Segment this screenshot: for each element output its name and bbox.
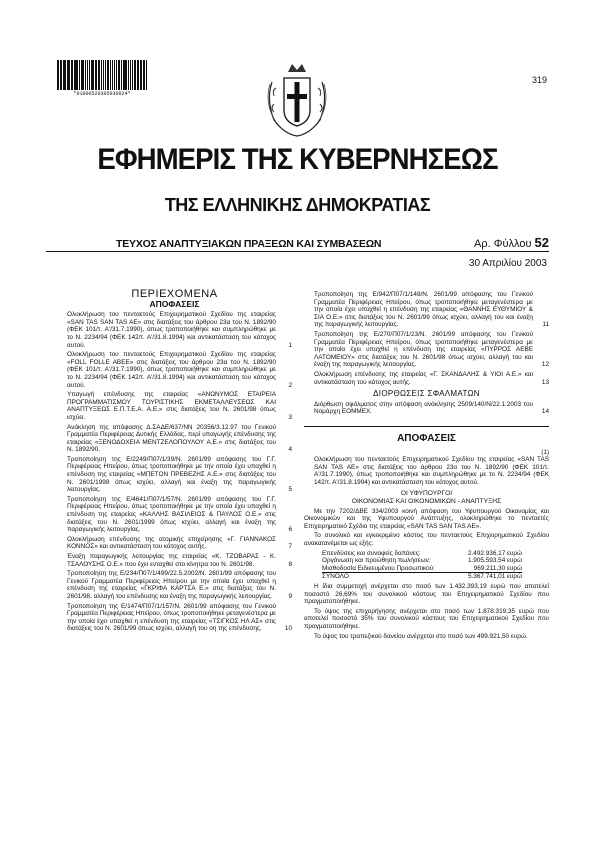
ministers-heading: [304, 490, 549, 505]
budget-value: 2.492.936,17 ευρώ: [467, 549, 522, 557]
budget-label: Μισθοδοσία Ειδικευμένου Προσωπικού:: [322, 564, 435, 572]
toc-item-text: Τροποποίηση της Ε/4641/Π07/1/57/Ν. 2601/99 απόφασης του Γ.Γ. Περιφέρειας Ηπείρου, όπως τροποποιήθηκε με την οποία έχει υπαχθεί η επένδυση της εταιρείας «ΚΑΛΛΗΣ ΒΑΣΙΛΕΙΟΣ & ΠΑΥΛΟΣ Ο.Ε.» στις διατάξεις του Ν. 2601/1999 όπως ισχύει, αλλαγή και έναξη της παραγωγικής λειτουργίας.: [67, 495, 276, 534]
toc-item: [57, 351, 292, 389]
series-title: ΤΕΥΧΟΣ ΑΝΑΠΤΥΞΙΑΚΩΝ ΠΡΑΞΕΩΝ ΚΑΙ ΣΥΜΒΑΣΕΩΝ: [116, 238, 382, 250]
toc-item-text: Διόρθωση σφάλματος στην απόφαση ανάκλησης 2509/140/Ν/22.1.2003 του Νομάρχη ΕΟΜΜΕΧ.: [314, 400, 533, 416]
toc-item-page: 2: [288, 381, 292, 389]
toc-item-text: Τροποποίηση της Ε/942/Π07/1/148/Ν. 2601/99 απόφασης του Γενικού Γραμματέα Περιφέρειας Ηπείρου, όπως τροποποιήθηκε μεταγενέστερα με την οποία έχει υπαχθεί η επένδυση της εταιρείας «ΘΑΝΝΗΣ ΕΥΘΥΜΙΟΥ & ΣΙΑ Ο.Ε.» στις διατάξεις του Ν. 2601/99 όπως ισχύει, αλλαγή του και έναξη της παραγωγικής λειτουργίας.: [314, 291, 533, 329]
issue-row: [116, 235, 549, 250]
barcode: [57, 60, 147, 98]
toc-item-page: 9: [288, 592, 292, 600]
decision-paragraph-4: Το ύψος της επιχορήγησης ανέρχεται στο ποσό των 1.878.319,35 ευρώ που αποτελεί ποσοστό 35% του συνολικού κόστους του Επιχειρηματικού Σχεδίου που πραγματοποιήθηκε.: [304, 607, 549, 630]
toc-item: [57, 311, 292, 349]
contents-right-list: [304, 291, 549, 386]
section-separator: [304, 426, 549, 427]
toc-item-page: 6: [288, 526, 292, 534]
budget-value: 1.905.593,54 ευρώ: [467, 557, 522, 565]
decisions-heading: ΑΠΟΦΑΣΕΙΣ: [397, 432, 456, 444]
budget-total-value: 5.367.741,01 ευρώ: [467, 573, 522, 581]
toc-item: [57, 570, 292, 600]
toc-item: [304, 291, 549, 329]
toc-item: [304, 371, 549, 386]
decision-title: Ολοκλήρωση του πενταετούς Επιχειρηματικού Σχεδίου της εταιρείας «SAN TAS SAN TAS AE» στις διατάξεις του άρθρου 23α του Ν. 1892/90 (ΦΕΚ 101/τ. Α'/31.7.1990), όπως τροποποιήθηκε και συμπληρώθηκε με το Ν. 2234/94 (ΦΕΚ 142/τ. Α'/31.8.1994) και αντικατάσταση του κάτοχος αυτού.: [314, 456, 549, 486]
toc-item-text: Τροποποίηση της Ε/1474/Π07/1/157/Ν. 2601/99 απόφασης του Γενικού Γραμματέα Περιφέρειας Ηπείρου, όπως τροποποιήθηκε μεταγενέστερα με την οποία έχει υπαχθεί η επένδυση της εταιρείας «ΤΣΙΓΚΟΣ ΗΛ ΑΣ» στις διατάξεις του Ν. 2601/99 όπως ισχύει, αλλαγή του οη της επένδυσης.: [67, 602, 276, 633]
budget-total-label: ΣΥΝΟΛΟ: [322, 573, 349, 581]
corrections-heading: ΔΙΟΡΘΩΣΕΙΣ ΣΦΑΛΜΑΤΩΝ: [373, 389, 480, 399]
toc-item-page: 1: [288, 341, 292, 349]
toc-item-text: Ολοκλήρωση του πενταετούς Επιχειρηματικού Σχεδίου της εταιρείας «SAN TAS SAN TAS AE» στις διατάξεις του άρθρου 23α του Ν. 1892/90 (ΦΕΚ 101/τ. Α'/31.7.1990), όπως τροποποιήθηκε και συμπληρώθηκε με το Ν. 2234/94 (ΦΕΚ 142/τ. Α'/31.8.1994) και αντικατάσταση του κάτοχος αυτού.: [67, 311, 276, 349]
toc-item-page: 4: [288, 446, 292, 454]
toc-item: [57, 391, 292, 421]
toc-item: [57, 553, 292, 568]
toc-item: [304, 331, 549, 369]
budget-total-row: [322, 572, 522, 581]
toc-item: [57, 424, 292, 454]
budget-label: Οργάνωση και προώθηση πωλήσεων:: [322, 557, 431, 565]
toc-item-text: Τροποποίηση της Ε/234/Π07/1/499/22.5.2002/Ν. 2601/99 απόφασης του Γενικού Γραμματέα Περιφέρειας Ηπείρου με την οποία έχει υπαχθεί η επένδυση της εταιρείας «ΓΚΡΙΦΑ ΚΑΡΤΣΑ Ε.» στις διατάξεις του Ν. 2601/98, αλλαγή του επένδυσης και έναξη της παραγωγικής λειτουργίας.: [67, 570, 276, 600]
decision-number: (1): [541, 448, 549, 456]
sheet-number-block: [474, 235, 549, 250]
sheet-number: 52: [534, 235, 549, 250]
sheet-label: Αρ. Φύλλου: [474, 238, 532, 250]
budget-value: 969.211,30 ευρώ: [473, 564, 522, 572]
toc-item-text: Ολοκλήρωση επένδυσης της ατομικής επιχείρησης «Γ. ΓΙΑΝΝΑΚΟΣ ΚΟΝΝΟΣ» και αντικατάσταση του κάτοχος αυτής.: [67, 535, 276, 551]
page-number: 319: [531, 75, 547, 85]
toc-item-text: Υπαγωγή επένδυσης της εταιρείας «ΑΝΩΝΥΜΟΣ ΕΤΑΙΡΕΙΑ ΠΡΟΓΡΑΜΜΑΤΙΣΜΟΥ ΤΟΥΡΙΣΤΙΚΗΣ ΕΚΜΕΤΑΛΛΕΥΣΕΩΣ ΚΑΙ ΑΝΑΠΤΥΞΕΩΣ Ε.Π.Τ.Ε.Α. Α.Ε.» στις διατάξεις του Ν. 2601/98 όπως ισχύει.: [67, 391, 276, 421]
toc-item: [57, 536, 292, 551]
contents-decisions-heading: ΑΠΟΦΑΣΕΙΣ: [149, 298, 200, 309]
decision-paragraph-2: Το συνολικό και εγκεκριμένο κόστος του πενταετούς Επιχειρηματικού Σχεδίου ανακατανέμεται ως εξής:: [304, 532, 549, 548]
toc-item-page: 8: [288, 560, 292, 568]
decision-paragraph-3: Η ίδια συμμετοχή ανέρχεται στο ποσό των 1.432.393,19 ευρώ που αποτελεί ποσοστό 26,69% του συνολικού κόστους του Επιχειρηματικού Σχεδίου που πραγματοποιήθηκε.: [304, 583, 549, 606]
budget-label: Επενδύσεις και συναφείς δαπάνες:: [322, 549, 421, 557]
corrections-list: [304, 401, 549, 416]
toc-item-text: Έναξη παραγωγικής λειτουργίας της εταιρείας «Κ. ΤΖΟΒΑΡΑΣ - Κ. ΤΣΑΛΟΥΣΗΣ Ο.Ε.» που έχει ενταχθεί στο κίνητρα του Ν. 2601/98.: [67, 553, 276, 568]
toc-item-page: 3: [288, 413, 292, 421]
decision-paragraph-1: Με την 7202/ΔΒΕ 334/2003 κοινή απόφαση του Υφυπουργού Οικονομίας και Οικονομικών και της Υφυπουργού Ανάπτυξης, ολοκληρώθηκε το πενταετές Επιχειρηματικό Σχέδιο της εταιρείας «SAN TAS SAN TAS AE».: [304, 507, 549, 530]
issue-date: 30 Απριλίου 2003: [468, 258, 547, 269]
header-rule: [46, 251, 549, 252]
toc-item-page: 10: [284, 625, 292, 633]
toc-item: [57, 603, 292, 633]
gazette-subtitle: ΤΗΣ ΕΛΛΗΝΙΚΗΣ ΔΗΜΟΚΡΑΤΙΑΣ: [164, 195, 431, 215]
budget-row: [322, 557, 522, 565]
toc-item-page: 14: [541, 408, 549, 416]
budget-row: [322, 565, 522, 573]
toc-item-text: Τροποποίηση της Ε/2249/Π07/1/39/Ν. 2601/99 απόφασης του Γ.Γ. Περιφέρειας Ηπείρου, όπως τροποποιήθηκε με την οποία έχει υπαχθεί η επένδυση της εταιρείας «ΜΠΕΤΟΝ ΠΡΕΒΕΖΗΣ Α.Ε.» στις διατάξεις του Ν. 2601/1998 όπως ισχύει, αλλαγή και έναξη της παραγωγικής λειτουργίας.: [67, 455, 276, 494]
contents-left-list: [57, 311, 292, 633]
toc-item-page: 7: [288, 543, 292, 551]
toc-item-text: Τροποποίηση της Ε/270/Π07/1/23/Ν. 2601/99 απόφασης του Γενικού Γραμματέα Περιφέρειας Ηπείρου, όπως τροποποιήθηκε μεταγενέστερα με την οποία έχει υπαχθεί η επένδυση της εταιρείας «ΠΥΡΡΟΣ ΑΕΒΕ ΛΑΤΟΜΕΙΟΥ» στις διατάξεις του Ν. 2601/98 όπως ισχύει, αλλαγή του και έναξη της παραγωγικής λειτουργίας.: [314, 330, 533, 369]
toc-item-text: Ολοκλήρωση του πενταετούς Επιχειρηματικού Σχεδίου της εταιρείας «FOLL FOLLE ABEE» στις διατάξεις του άρθρου 23α του Ν. 1892/90 (ΦΕΚ 101/τ. Α'/31.7.1990), όπως τροποποιήθηκε και συμπληρώθηκε με το Ν. 2234/94 (ΦΕΚ 142/τ. Α'/31.8.1994) και αντικατάσταση του κάτοχος αυτού.: [67, 351, 276, 389]
toc-item-text: Ολοκλήρωση επένδυσης της εταιρείας «Γ. ΣΚΑΝΔΑΛΗΣ & ΥΙΟΙ Α.Ε.» και αντικατάσταση του κάτοχος αυτής.: [314, 370, 533, 386]
budget-table: [322, 550, 522, 581]
ministers-line-1: ΟΙ ΥΦΥΠΟΥΡΓΟΙ: [400, 490, 453, 498]
toc-item-page: 12: [541, 361, 549, 369]
toc-item-page: 5: [288, 486, 292, 494]
toc-item-page: 11: [542, 321, 549, 329]
greek-coat-of-arms-icon: [262, 60, 332, 138]
gazette-title: ΕΦΗΜΕΡΙΣ ΤΗΣ ΚΥΒΕΡΝΗΣΕΩΣ: [97, 143, 498, 176]
toc-item: [304, 401, 549, 416]
toc-item: [57, 456, 292, 494]
toc-item: [57, 496, 292, 534]
contents-left-column: [57, 288, 292, 635]
toc-item-page: 13: [541, 378, 549, 386]
barcode-bars: [57, 60, 147, 90]
barcode-number: *01000520305030024*: [73, 91, 131, 97]
right-column: [304, 291, 549, 642]
toc-item-text: Ανάκληση της απόφασης Δ.ΣΑΔΕ/637/ΝΝ 20356/3.12.97 του Γενικού Γραμματέα Περιφέρειας Δυτικής Ελλάδας, περί υπαγωγής επένδυσης της εταιρείας «ΞΕΝΟΔΟΧΕΙΑ ΜΕΝΤΖΕΛΟΠΟΥΛΟΥ Α.Ε.» στις διατάξεις του Ν. 1892/90.: [67, 423, 276, 454]
contents-heading: ΠΕΡΙΕΧΟΜΕΝΑ: [131, 288, 218, 300]
decision-paragraph-5: Το ύψος του τραπεζικού δανείου ανέρχεται στο ποσό των 499.921,50 ευρώ.: [314, 632, 528, 640]
ministers-line-2: ΟΙΚΟΝΟΜΙΑΣ ΚΑΙ ΟΙΚΟΝΟΜΙΚΩΝ - ΑΝΑΠΤΥΞΗΣ: [351, 498, 502, 506]
